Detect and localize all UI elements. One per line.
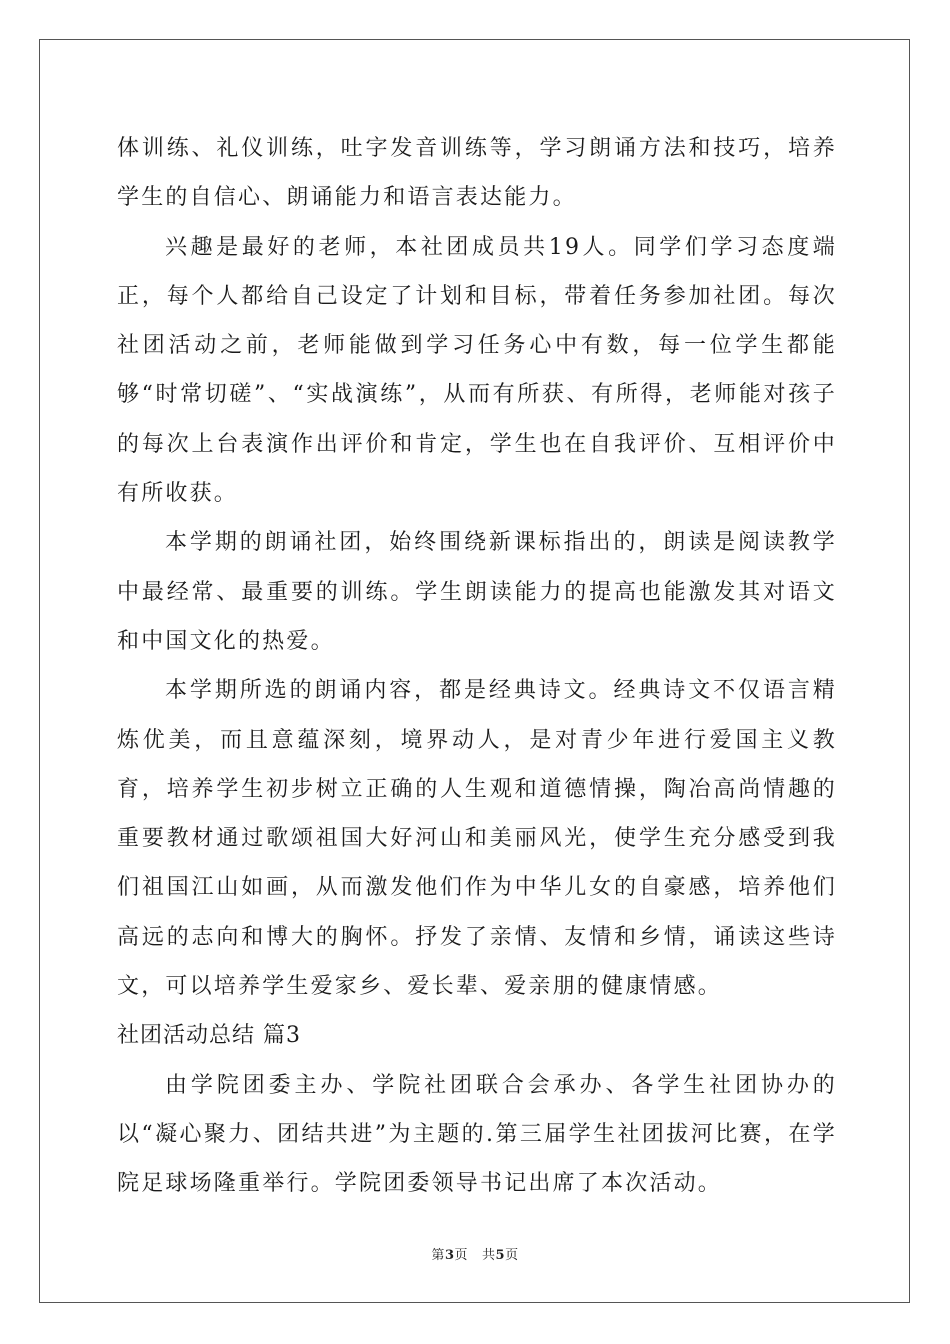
page-suffix: 页: [454, 1248, 468, 1263]
page-current-number: 3: [444, 1248, 455, 1263]
section-paragraph: 由学院团委主办、学院社团联合会承办、各学生社团协办的以“凝心聚力、团结共进”为主题的.第三届学生社团拔河比赛，在学院足球场隆重举行。学院团委领导书记出席了本次活动。: [117, 1072, 837, 1197]
page-footer: [0, 1244, 950, 1263]
page-total-number: 5: [495, 1248, 506, 1263]
paragraph-3: 本学期的朗诵社团，始终围绕新课标指出的，朗读是阅读教学中最经常、最重要的训练。学生朗读能力的提高也能激发其对语文和中国文化的热爱。: [117, 530, 837, 654]
paragraph-2: 兴趣是最好的老师，本社团成员共19人。同学们学习态度端正，每个人都给自己设定了计划和目标，带着任务参加社团。每次社团活动之前，老师能做到学习任务心中有数，每一位学生都能够“时常切磋”、“实战演练”，从而有所获、有所得，老师能对孩子的每次上台表演作出评价和肯定，学生也在自我评价、互相评价中有所收获。: [117, 234, 837, 507]
total-prefix: 共: [482, 1248, 496, 1263]
paragraph-1: 体训练、礼仪训练，吐字发音训练等，学习朗诵方法和技巧，培养学生的自信心、朗诵能力和语言表达能力。: [117, 136, 837, 211]
paragraph-4: 本学期所选的朗诵内容，都是经典诗文。经典诗文不仅语言精炼优美，而且意蕴深刻，境界动人，是对青少年进行爱国主义教育，培养学生初步树立正确的人生观和道德情操，陶冶高尚情趣的重要教材通过歌颂祖国大好河山和美丽风光，使学生充分感受到我们祖国江山如画，从而激发他们作为中华儿女的自豪感，培养他们高远的志向和博大的胸怀。抒发了亲情、友情和乡情，诵读这些诗文，可以培养学生爱家乡、爱长辈、爱亲朋的健康情感。: [117, 678, 837, 1000]
section-heading: 社团活动总结 篇3: [117, 1023, 301, 1049]
document-body: [117, 124, 837, 1209]
page-prefix: 第: [431, 1248, 445, 1263]
total-suffix: 页: [505, 1248, 519, 1263]
